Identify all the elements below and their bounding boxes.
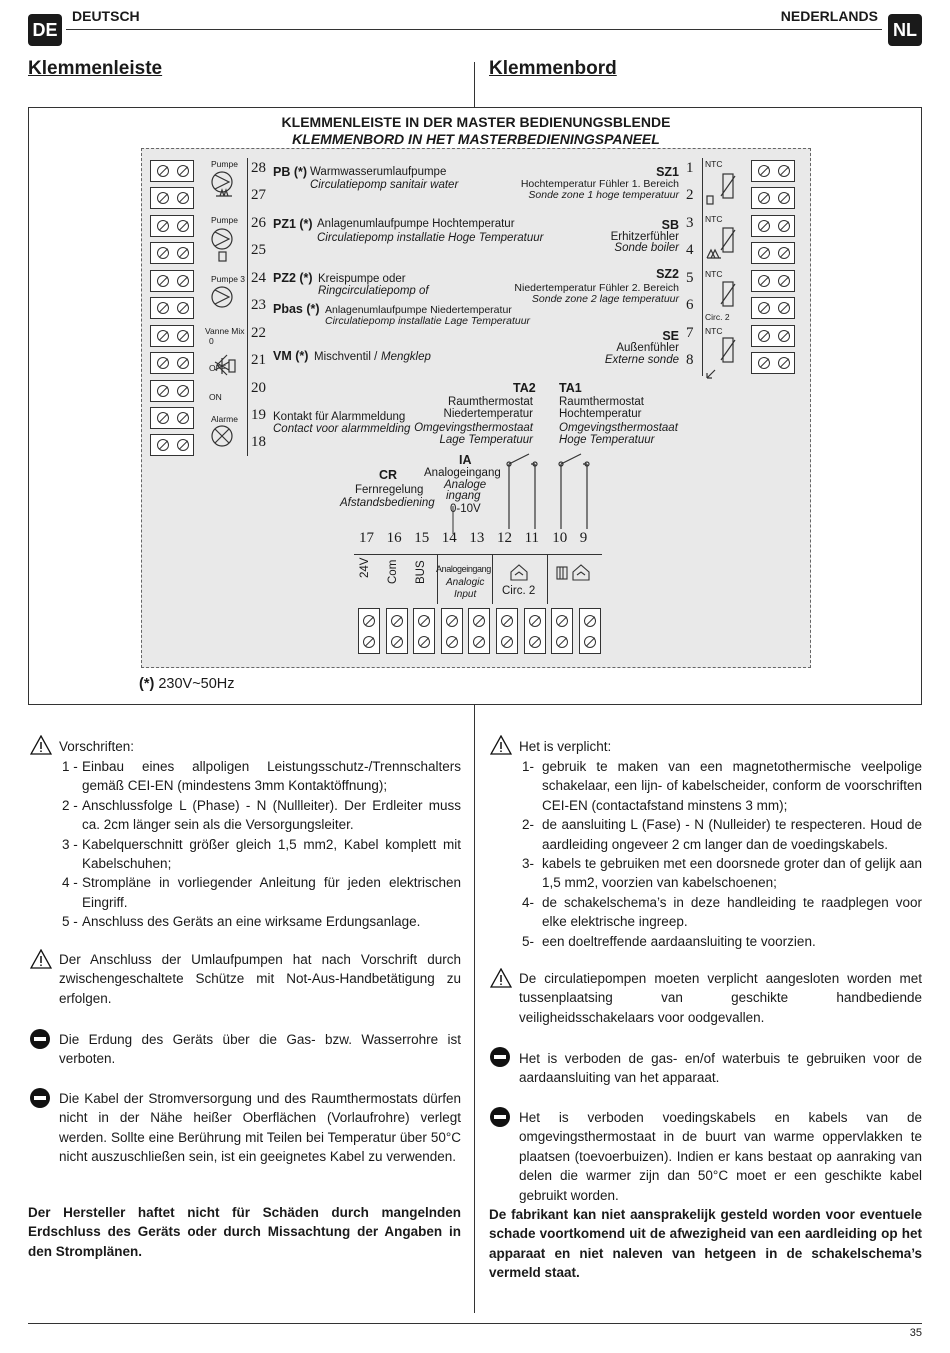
terminal-5[interactable] xyxy=(751,270,795,292)
terminal-number-right: 2 xyxy=(686,187,694,203)
terminal-number-left: 21 xyxy=(251,352,266,368)
section-title-nl: Klemmenbord xyxy=(489,58,617,79)
device-label-pumpe-3: Pumpe 3 xyxy=(211,274,246,284)
terminal-18[interactable] xyxy=(150,434,194,456)
rule-number: 4 - xyxy=(62,875,78,891)
device-label-ntc-2: NTC xyxy=(705,214,723,224)
pbas-label-nl: Circulatiepomp installatie Lage Temperatuur xyxy=(325,315,531,327)
device-label-vm-off: OFF xyxy=(209,363,226,373)
vm-label-de: Mischventil / xyxy=(314,351,378,363)
stop-earthing-de: Die Erdung des Geräts über die Gas- bzw. Wasserrohre ist verboten. xyxy=(59,1032,461,1067)
terminal-number-bottom: 15 xyxy=(414,530,430,546)
terminal-number-left: 28 xyxy=(251,160,266,176)
page-number: 35 xyxy=(909,1327,922,1339)
sz1-label-nl: Sonde zone 1 hoge temperatuur xyxy=(528,189,679,201)
warning-icon xyxy=(490,968,512,988)
terminal-label-analog-en-2: Input xyxy=(454,589,477,600)
terminal-22[interactable] xyxy=(150,325,194,347)
terminal-number-left: 23 xyxy=(251,297,266,313)
rule-text: de schakelschema’s in deze handleiding te raadplegen voor elke elektrische ingreep. xyxy=(542,894,922,930)
se-label-de: Außenfühler xyxy=(616,342,679,354)
terminal-14[interactable] xyxy=(441,608,463,654)
ta1-label-de-1: Raumthermostat xyxy=(559,396,645,408)
bottom-strip-top-rule xyxy=(354,554,602,555)
sb-label-de: Erhitzerfühler xyxy=(610,231,679,243)
pz1-label-de: Anlagenumlaufpumpe Hochtemperatur xyxy=(317,218,515,230)
stop-cables-nl: Het is verboden voedingskabels en kabels van de omgevingsthermostaat in de buurt van warme oppervlakken te plaatsen (toevoerbuizen). Indien er kans bestaat op aanraking van delen die warmer zijn dan 50°C moet er een geschikte kabel gebruikt worden. xyxy=(519,1110,922,1203)
terminal-number-right: 4 xyxy=(686,242,694,258)
language-label-nl: NEDERLANDS xyxy=(780,8,878,24)
terminal-number-left: 19 xyxy=(251,407,266,423)
terminal-number-bottom: 11 xyxy=(524,530,540,546)
footnote-text: 230V~50Hz xyxy=(158,676,235,692)
terminal-17[interactable] xyxy=(358,608,380,654)
terminal-19[interactable] xyxy=(150,407,194,429)
pb-code: PB (*) xyxy=(273,165,308,179)
ia-code: IA xyxy=(459,453,472,467)
rule-number: 3- xyxy=(522,856,535,871)
stop-cables-de: Die Kabel der Stromversorgung und des Raumthermostats dürfen nicht in der Nähe heißer Oberflächen (Vorlaufrohre) verlegt werden. Sollte eine Berührung mit Teilen bei Temperatur über 50°C nicht auszuschließen sein, ist ein geeignetes Kabel zu verwenden. xyxy=(59,1091,461,1165)
terminal-11[interactable] xyxy=(524,608,546,654)
terminal-number-left: 27 xyxy=(251,187,266,203)
rule-number: 4- xyxy=(522,894,535,910)
terminal-20[interactable] xyxy=(150,380,194,402)
bottom-divider-1 xyxy=(437,554,438,604)
rule-text: Anschlussfolge L (Phase) - N (Nullleiter). Der Erdleiter muss ca. 2cm länger sein als die Versorgungsleiter. xyxy=(82,797,461,833)
terminal-16[interactable] xyxy=(386,608,408,654)
device-label-vm-on: ON xyxy=(209,392,222,402)
vm-label-nl: Mengklep xyxy=(381,351,431,363)
pump-motor-icons xyxy=(205,168,245,468)
diagram-title-de: KLEMMENLEISTE IN DER MASTER BEDIENUNGSBLENDE xyxy=(281,114,671,130)
ta1-code: TA1 xyxy=(559,381,582,395)
terminal-23[interactable] xyxy=(150,297,194,319)
column-divider-top xyxy=(474,62,475,107)
vm-code: VM (*) xyxy=(273,349,309,363)
device-label-ntc-4: NTC xyxy=(705,326,723,336)
device-label-ntc-3: NTC xyxy=(705,269,723,279)
terminal-label-circ-2: Circ. 2 xyxy=(502,585,536,597)
diagram-title-nl: KLEMMENBORD IN HET MASTERBEDIENINGSPANEEL xyxy=(292,131,660,147)
header-rule xyxy=(66,29,882,30)
rule-text: Kabelquerschnitt größer gleich 1,5 mm2, Kabel komplett mit Kabelschuhen; xyxy=(82,836,461,871)
terminal-number-left: 24 xyxy=(251,270,266,286)
device-label-pumpe-1: Pumpe xyxy=(211,159,238,169)
terminal-label-bus: BUS xyxy=(415,560,427,584)
left-strip-divider xyxy=(247,158,248,456)
sz2-label-nl: Sonde zone 2 lage temperatuur xyxy=(531,293,679,305)
ta1-label-nl-2: Hoge Temperatuur xyxy=(559,434,655,446)
device-label-vm-0: 0 xyxy=(209,336,214,346)
rule-number: 1 - xyxy=(62,759,78,774)
terminal-number-left: 26 xyxy=(251,215,266,231)
terminal-number-left: 18 xyxy=(251,434,266,450)
terminal-15[interactable] xyxy=(413,608,435,654)
ta2-label-nl-1: Omgevingsthermostaat xyxy=(414,422,533,434)
warn-pumps-nl: De circulatiepompen moeten verplicht aangesloten worden met tussenplaatsing van geschikte handbediende veiligheidsschakelaars voor oodgevallen. xyxy=(519,971,922,1025)
pb-label-de: Warmwasserumlaufpumpe xyxy=(310,166,447,178)
liability-de: Der Hersteller haftet nicht für Schäden durch mangelnden Erdschluss des Geräts oder durch Missachtung der Angaben in den Stromplänen. xyxy=(28,1205,461,1259)
ta2-label-nl-2: Lage Temperatuur xyxy=(439,434,533,446)
liability-nl: De fabrikant kan niet aansprakelijk gesteld worden voor eventuele schade voortkomend uit de afwezigheid van een aardleiding op het apparaat en niet naleven van hetgeen in de schakelschema’s vermeld staat. xyxy=(489,1207,922,1281)
rule-text: Anschluss des Geräts an eine wirksame Erdungsanlage. xyxy=(82,914,421,930)
sz1-label-de: Hochtemperatur Fühler 1. Bereich xyxy=(520,178,679,190)
rule-text: Einbau eines allpoligen Leistungsschutz-/Trennschalters gemäß CEI-EN (mindestens 3mm Kontaktöffnung); xyxy=(82,759,461,794)
terminal-7[interactable] xyxy=(751,325,795,347)
bottom-divider-2 xyxy=(492,554,493,604)
pz2-code: PZ2 (*) xyxy=(273,271,313,285)
terminal-27[interactable] xyxy=(150,187,194,209)
se-code: SE xyxy=(662,329,679,343)
stop-earthing-nl: Het is verboden de gas- en/of waterbuis te gebruiken voor de aardaansluiting van het apparaat. xyxy=(519,1051,922,1086)
pz2-label-de: Kreispumpe oder xyxy=(318,273,406,285)
room-thermostat-icons xyxy=(507,562,607,582)
prohibition-icon xyxy=(490,1107,510,1127)
ia-range: 0-10V xyxy=(450,503,481,515)
rules-heading-de: Vorschriften: xyxy=(59,739,135,754)
terminal-9[interactable] xyxy=(579,608,601,654)
rule-text: Strompläne in vorliegender Anleitung für jeden elektrischen Eingriff. xyxy=(82,875,461,910)
alarm-label-de: Kontakt für Alarmmeldung xyxy=(273,411,406,423)
warning-icon xyxy=(30,735,52,755)
terminal-number-right: 5 xyxy=(686,270,694,286)
pbas-code: Pbas (*) xyxy=(273,302,320,316)
rule-text: kabels te gebruiken met een doorsnede groter dan of gelijk aan 1,5 mm2, voorzien van kabelschoenen; xyxy=(542,856,922,891)
terminal-number-bottom: 14 xyxy=(441,530,457,546)
footnote-mark: (*) xyxy=(139,676,155,692)
terminal-26[interactable] xyxy=(150,215,194,237)
terminal-4[interactable] xyxy=(751,242,795,264)
terminal-number-bottom: 12 xyxy=(497,530,512,546)
rule-number: 3 - xyxy=(62,836,78,852)
pz1-code: PZ1 (*) xyxy=(273,217,313,231)
terminal-6[interactable] xyxy=(751,297,795,319)
terminal-28[interactable] xyxy=(150,160,194,182)
rule-number: 5- xyxy=(522,933,535,949)
pbas-label-de: Anlagenumlaufpumpe Niedertemperatur xyxy=(325,304,512,316)
prohibition-icon xyxy=(490,1047,510,1067)
device-label-vanne-mix: Vanne Mix xyxy=(205,326,245,336)
sb-code: SB xyxy=(661,218,679,232)
terminal-number-left: 22 xyxy=(251,325,266,341)
terminal-number-bottom: 13 xyxy=(469,530,485,546)
rule-number: 2 - xyxy=(62,797,78,813)
warning-icon xyxy=(490,735,512,755)
section-title-de: Klemmenleiste xyxy=(28,58,163,79)
ta1-label-nl-1: Omgevingsthermostaat xyxy=(559,422,678,434)
terminal-8[interactable] xyxy=(751,352,795,374)
rule-number: 1- xyxy=(522,759,535,774)
pb-label-nl: Circulatiepomp sanitair water xyxy=(310,179,459,191)
sz2-code: SZ2 xyxy=(656,267,679,281)
right-strip-divider xyxy=(702,158,703,376)
terminal-number-bottom: 9 xyxy=(579,530,588,546)
alarm-label-nl: Contact voor alarmmelding xyxy=(273,423,411,435)
pz2-label-nl: Ringcirculatiepomp of xyxy=(318,285,429,297)
footer-rule xyxy=(28,1323,922,1324)
warn-pumps-de: Der Anschluss der Umlaufpumpen hat nach Vorschrift durch zwischengeschaltete Schütze mit Not-Aus-Handbetätigung zu erfolgen. xyxy=(59,952,461,1006)
terminal-number-right: 3 xyxy=(686,215,694,231)
rule-text: de aansluiting L (Fase) - N (Nulleider) te respecteren. Houd de aardleiding ongeveer 2 cm langer dan de voedingskabels. xyxy=(542,817,922,852)
terminal-25[interactable] xyxy=(150,242,194,264)
cr-label-de: Fernregelung xyxy=(355,484,424,496)
device-label-alarme: Alarme xyxy=(211,414,238,424)
terminal-10[interactable] xyxy=(551,608,573,654)
terminal-number-left: 25 xyxy=(251,242,266,258)
terminal-number-right: 7 xyxy=(686,325,694,341)
ta1-label-de-2: Hochtemperatur xyxy=(559,408,642,420)
terminal-number-bottom: 16 xyxy=(386,530,402,546)
column-divider-bottom xyxy=(474,705,475,1313)
terminal-number-bottom: 17 xyxy=(359,530,374,546)
device-label-pumpe-2: Pumpe xyxy=(211,215,238,225)
terminal-1[interactable] xyxy=(751,160,795,182)
sb-label-nl: Sonde boiler xyxy=(614,242,679,254)
terminal-3[interactable] xyxy=(751,215,795,237)
terminal-number-right: 8 xyxy=(686,352,694,368)
cr-label-nl: Afstandsbediening xyxy=(340,497,435,509)
rules-heading-nl: Het is verplicht: xyxy=(519,739,612,754)
language-label-de: DEUTSCH xyxy=(72,8,140,24)
cr-code: CR xyxy=(379,468,398,482)
device-label-circ-2: Circ. 2 xyxy=(705,312,730,322)
rule-text: een doeltreffende aardaansluiting te voorzien. xyxy=(542,933,816,949)
sz1-code: SZ1 xyxy=(656,165,679,179)
terminal-24[interactable] xyxy=(150,270,194,292)
se-label-nl: Externe sonde xyxy=(604,354,679,366)
prohibition-icon xyxy=(30,1029,50,1049)
terminal-number-bottom: 10 xyxy=(552,530,568,546)
terminal-label-analog-en-1: Analogic xyxy=(446,577,485,588)
terminal-number-right: 1 xyxy=(686,160,694,176)
warning-icon xyxy=(30,949,52,969)
ia-label-de: Analogeingang xyxy=(424,467,501,479)
prohibition-icon xyxy=(30,1088,50,1108)
ta2-label-de-1: Raumthermostat xyxy=(447,396,533,408)
device-label-ntc-1: NTC xyxy=(705,159,723,169)
rule-number: 2- xyxy=(522,817,535,833)
rule-number: 5 - xyxy=(62,914,78,930)
terminal-12[interactable] xyxy=(496,608,518,654)
language-badge-nl: NL xyxy=(888,14,922,46)
terminal-2[interactable] xyxy=(751,187,795,209)
terminal-21[interactable] xyxy=(150,352,194,374)
pz1-label-nl: Circulatiepomp installatie Hoge Temperatuur xyxy=(317,232,544,244)
ta2-code: TA2 xyxy=(513,381,536,395)
terminal-label-com: Com xyxy=(387,559,399,584)
ntc-sensor-icons xyxy=(705,166,745,386)
terminal-13[interactable] xyxy=(468,608,490,654)
terminal-number-left: 20 xyxy=(251,380,266,396)
ia-label-nl-2: ingang xyxy=(446,490,481,502)
terminal-label-analog-de: Analogeingang xyxy=(436,564,491,574)
ia-label-nl-1: Analoge xyxy=(444,479,487,491)
rule-text: gebruik te maken van een magnetothermische veelpolige schakelaar, een lijn- of kabelscheider, conform de voorschriften CEI-EN (contactafstand minstens 3 mm); xyxy=(542,759,922,813)
terminal-diagram xyxy=(28,107,922,705)
language-badge-de: DE xyxy=(28,14,62,46)
sz2-label-de: Niedertemperatur Fühler 2. Bereich xyxy=(514,282,679,294)
terminal-number-right: 6 xyxy=(686,297,694,313)
terminal-label-24v: 24V xyxy=(359,557,371,578)
footnote xyxy=(139,678,235,691)
ta2-label-de-2: Niedertemperatur xyxy=(443,408,533,420)
thermostat-contacts xyxy=(499,444,609,534)
